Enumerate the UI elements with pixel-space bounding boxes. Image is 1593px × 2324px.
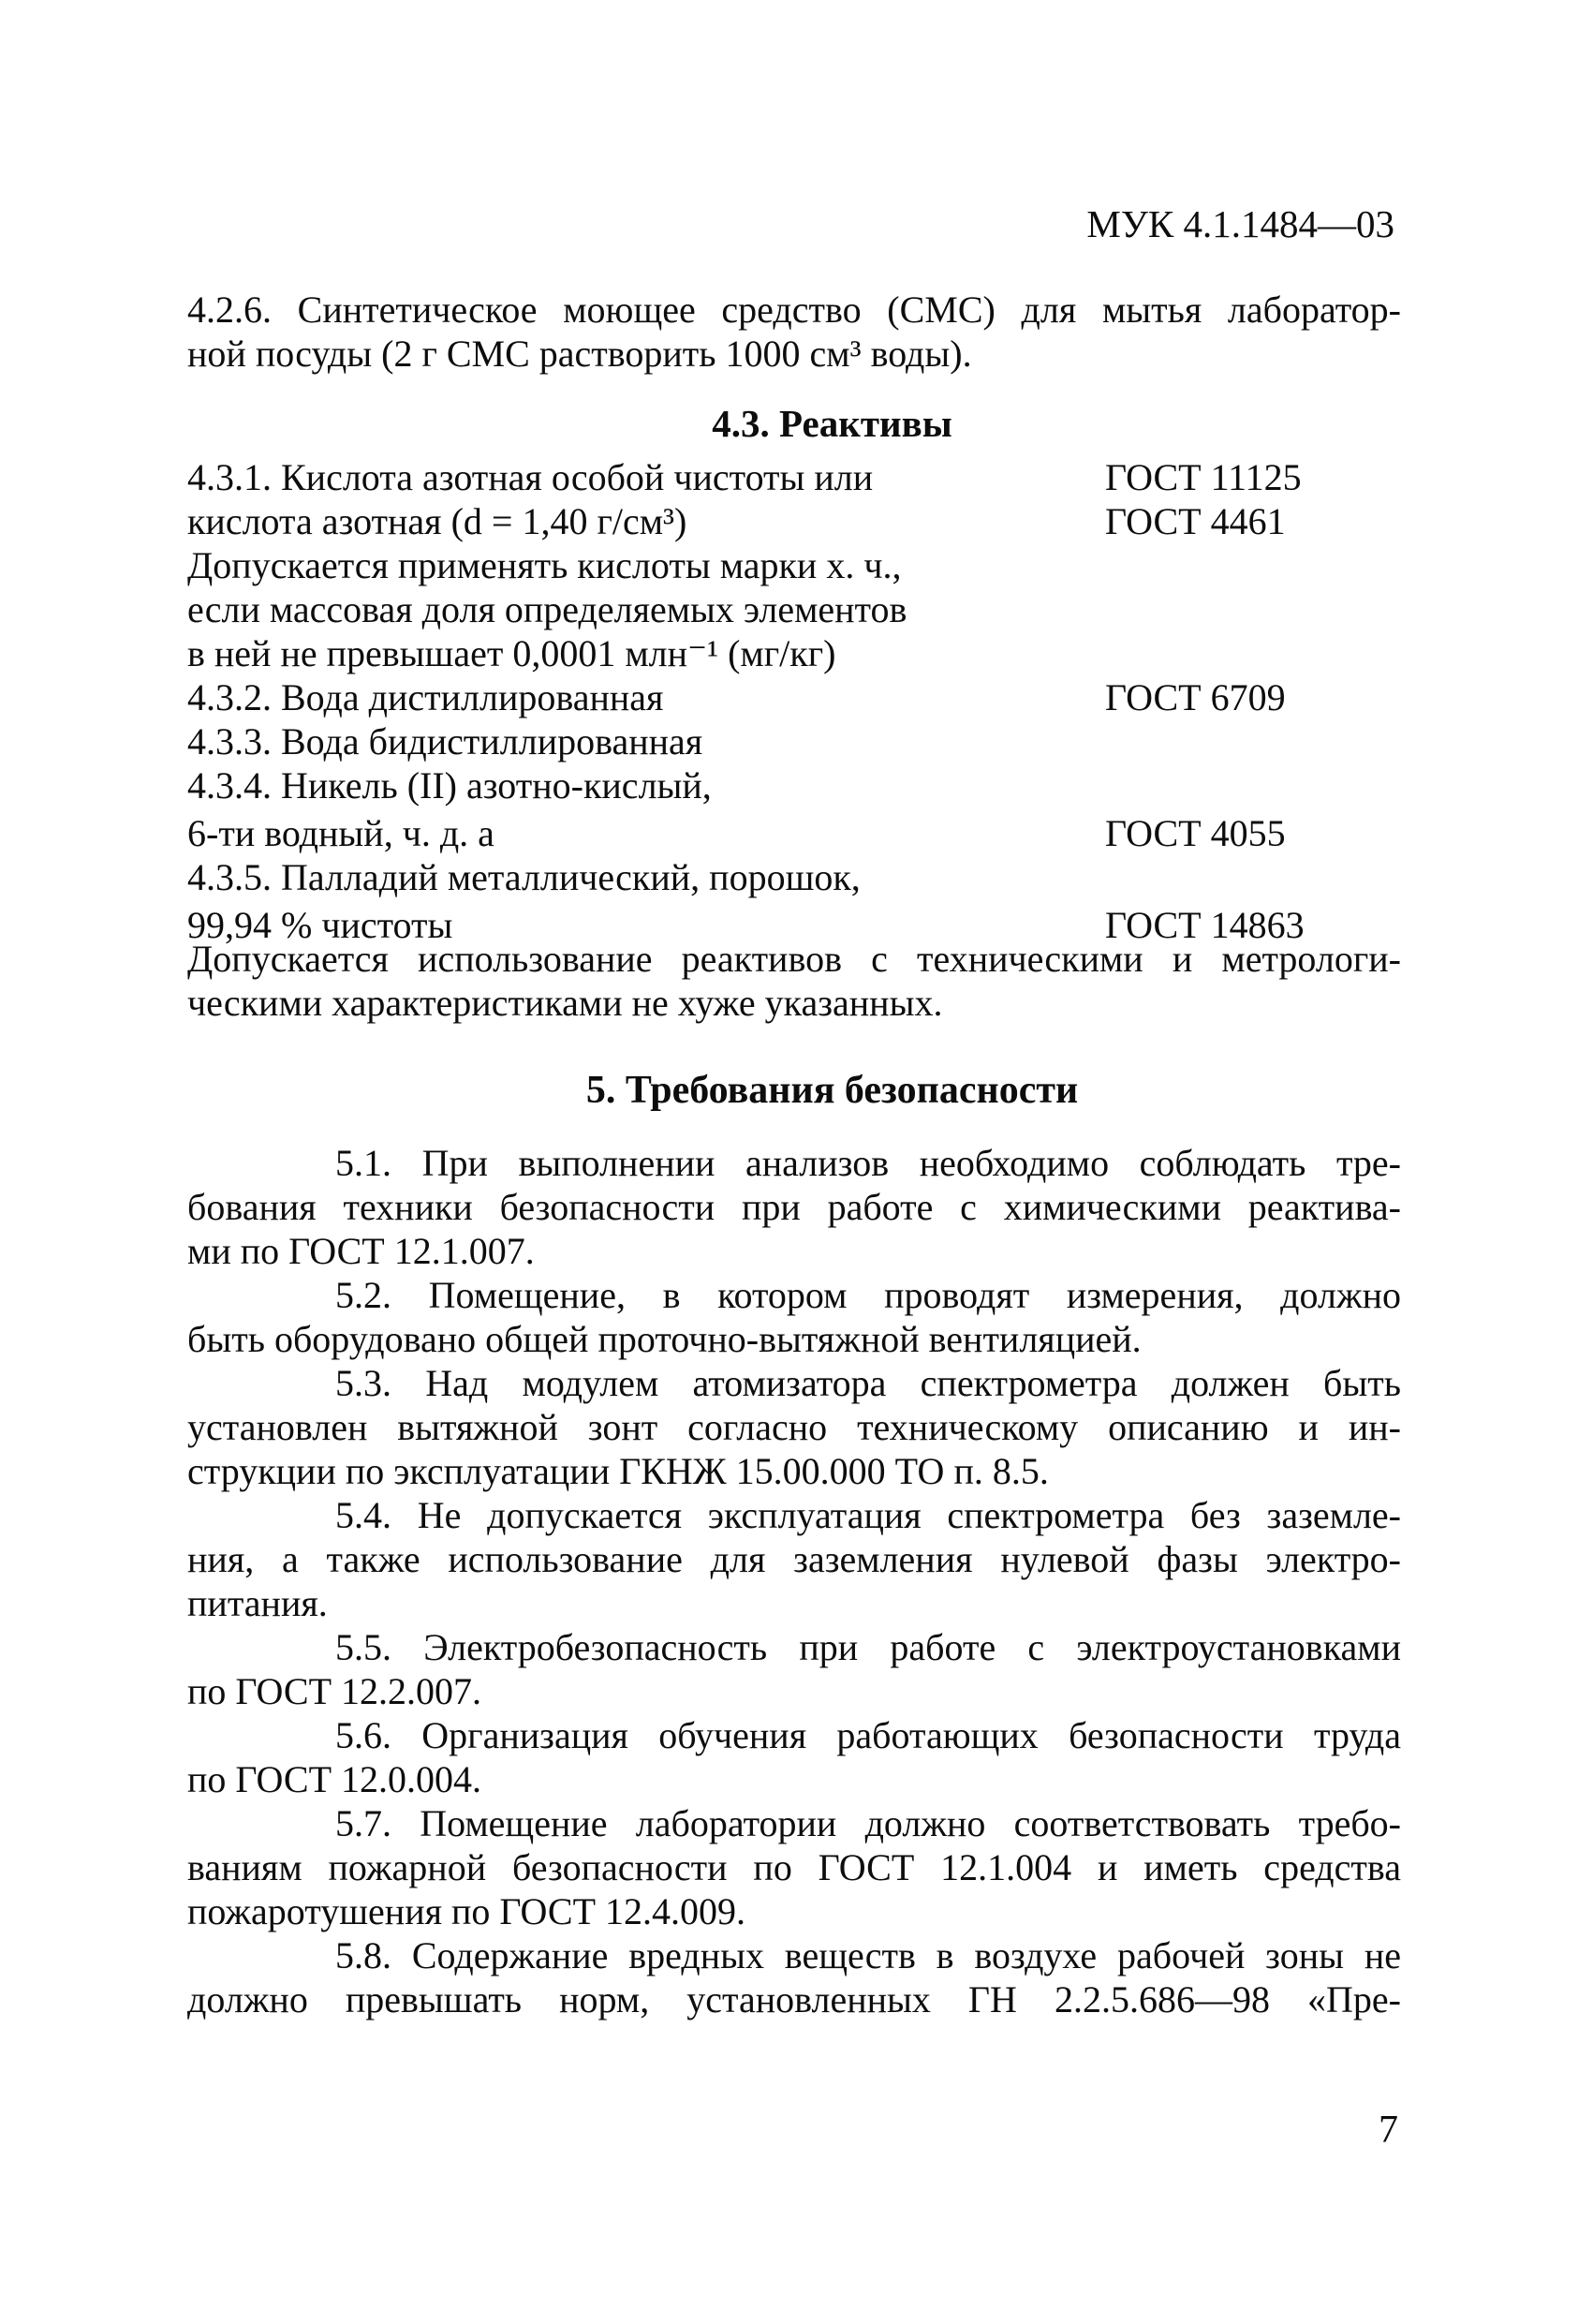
safety-paragraph-5-8 [187,1933,1401,2021]
safety-requirements [187,1141,1401,2021]
text-line: ной посуды (2 г СМС растворить 1000 см³ воды). [187,333,972,375]
document-code-header: МУК 4.1.1484—03 [1086,202,1394,245]
reagent-text: 4.3.3. Вода бидистиллированная [187,720,703,762]
text-line: 5.6. Организация обучения работающих безопасности труда [335,1714,1401,1756]
reagent-text: 4.3.5. Палладий металлический, порошок, [187,856,861,898]
page-number: 7 [1379,2109,1398,2152]
reagent-gost: ГОСТ 4461 [1105,500,1286,542]
text-line: по ГОСТ 12.2.007. [187,1670,482,1712]
section-heading-reagents: 4.3. Реактивы [712,402,952,445]
text-line: должно превышать норм, установленных ГН 2.2.5.686—98 «Пре- [187,1978,1401,2021]
reagent-text: если массовая доля определяемых элементов [187,588,907,630]
safety-paragraph-5-3 [187,1361,1401,1493]
reagent-text: 4.3.4. Никель (II) азотно-кислый, [187,764,712,807]
reagent-row [187,811,1405,855]
safety-paragraph-5-7 [187,1801,1401,1933]
reagent-text: в ней не превышает 0,0001 млн⁻¹ (мг/кг) [187,632,836,674]
reagent-gost: ГОСТ 11125 [1105,456,1302,498]
reagent-text: Допускается применять кислоты марки х. ч., [187,544,902,586]
text-line: 5.5. Электробезопасность при работе с электроустановками [335,1626,1401,1668]
text-line: 5.2. Помещение, в котором проводят измерения, должно [335,1274,1401,1316]
reagent-row [187,499,1405,543]
text-line: установлен вытяжной зонт согласно техническому описанию и ин- [187,1406,1401,1448]
reagent-row [187,587,1405,631]
reagent-row [187,719,1405,763]
text-line: по ГОСТ 12.0.004. [187,1758,482,1800]
safety-paragraph-5-5 [187,1625,1401,1713]
text-line: ми по ГОСТ 12.1.007. [187,1230,535,1272]
reagent-gost: ГОСТ 6709 [1105,676,1286,718]
safety-paragraph-5-4 [187,1493,1401,1625]
reagent-row [187,855,1405,899]
text-line: питания. [187,1582,328,1624]
reagent-row [187,631,1405,675]
paragraph-4-2-6 [187,288,1401,376]
reagent-text: 99,94 % чистоты [187,904,453,946]
safety-paragraph-5-1 [187,1141,1401,1273]
text-line: 5.7. Помещение лаборатории должно соответствовать требо- [335,1802,1401,1844]
reagent-text: 4.3.1. Кислота азотная особой чистоты или [187,456,874,498]
text-line: ваниям пожарной безопасности по ГОСТ 12.1.004 и иметь средства [187,1846,1401,1888]
reagent-text: кислота азотная (d = 1,40 г/см³) [187,500,687,542]
text-line: пожаротушения по ГОСТ 12.4.009. [187,1890,746,1932]
text-line: 5.3. Над модулем атомизатора спектрометра должен быть [335,1362,1401,1404]
safety-paragraph-5-2 [187,1273,1401,1361]
text-line: Допускается использование реактивов с техническими и метрологи- [187,938,1401,980]
section-heading-safety: 5. Требования безопасности [585,1069,1079,1112]
text-line: бования техники безопасности при работе с химическими реактива- [187,1186,1401,1228]
text-line: 5.1. При выполнении анализов необходимо соблюдать тре- [335,1142,1401,1184]
reagents-allowance-note [187,937,1401,1025]
reagent-text: 6-ти водный, ч. д. а [187,812,494,854]
reagent-row [187,763,1405,807]
reagent-row [187,455,1405,499]
text-line: ческими характеристиками не хуже указанных. [187,982,943,1024]
reagent-text: 4.3.2. Вода дистиллированная [187,676,664,718]
reagents-list [187,455,1405,947]
text-line: струкции по эксплуатации ГКНЖ 15.00.000 ТО п. 8.5. [187,1450,1049,1492]
reagent-row [187,543,1405,587]
text-line: ния, а также использование для заземления нулевой фазы электро- [187,1538,1401,1580]
text-line: 5.8. Содержание вредных веществ в воздухе рабочей зоны не [335,1934,1401,1976]
reagent-gost: ГОСТ 14863 [1105,904,1305,946]
reagent-gost: ГОСТ 4055 [1105,812,1286,854]
safety-paragraph-5-6 [187,1713,1401,1801]
text-line: 5.4. Не допускается эксплуатация спектрометра без заземле- [335,1494,1401,1536]
reagent-row [187,675,1405,719]
text-line: быть оборудовано общей проточно-вытяжной вентиляцией. [187,1318,1142,1360]
text-line: 4.2.6. Синтетическое моющее средство (СМС) для мытья лаборатор- [187,289,1401,331]
